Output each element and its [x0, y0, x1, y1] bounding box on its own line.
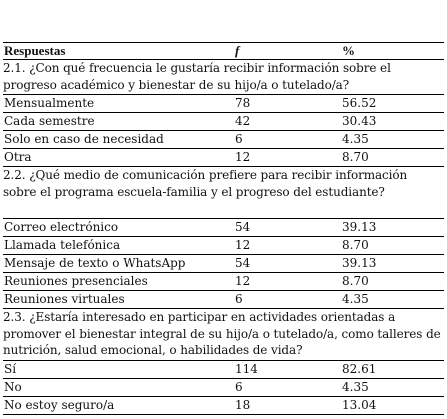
- row-percent: 4.35: [342, 380, 369, 394]
- table-row: [3, 95, 444, 113]
- row-label: Mensaje de texto o WhatsApp: [4, 256, 186, 270]
- header-respuestas: Respuestas: [4, 43, 66, 58]
- table-row: [3, 149, 444, 167]
- row-percent: 4.35: [342, 132, 369, 146]
- table-row: [3, 255, 444, 273]
- row-label: No estoy seguro/a: [4, 398, 115, 412]
- row-frequency: 18: [235, 398, 251, 412]
- table-row: [3, 237, 444, 255]
- question-2-3: 2.3. ¿Estaría interesado en participar en actividades orientadas a promover el bienestar integral de su hijo/a o tutelado/a, como talleres de nutrición, salud emocional, o habilidades de vida?: [3, 309, 444, 361]
- table-row: [3, 219, 444, 237]
- row-label: Otra: [4, 150, 32, 164]
- row-frequency: 6: [235, 292, 243, 306]
- row-label: No: [4, 380, 22, 394]
- row-percent: 8.70: [342, 274, 369, 288]
- row-label: Reuniones virtuales: [4, 292, 125, 306]
- row-label: Correo electrónico: [4, 220, 119, 234]
- table-row: [3, 273, 444, 291]
- row-frequency: 6: [235, 380, 243, 394]
- row-label: Reuniones presenciales: [4, 274, 148, 288]
- row-percent: 82.61: [342, 362, 377, 376]
- row-label: Solo en caso de necesidad: [4, 132, 164, 146]
- row-percent: 4.35: [342, 292, 369, 306]
- table-header-row: [3, 43, 444, 60]
- row-percent: 13.04: [342, 398, 377, 412]
- table-row: [3, 397, 444, 415]
- row-frequency: 12: [235, 274, 251, 288]
- question-2-2: 2.2. ¿Qué medio de comunicación prefiere para recibir información sobre el programa escuela-familia y el progreso del estudiante?: [3, 167, 444, 219]
- row-frequency: 42: [235, 114, 251, 128]
- table-row: [3, 291, 444, 309]
- row-label: Cada semestre: [4, 114, 95, 128]
- row-frequency: 114: [235, 362, 258, 376]
- row-percent: 39.13: [342, 220, 377, 234]
- table-row: [3, 379, 444, 397]
- row-percent: 56.52: [342, 96, 377, 110]
- row-percent: 8.70: [342, 150, 369, 164]
- survey-results-table: [3, 42, 444, 415]
- table-row: [3, 131, 444, 149]
- row-frequency: 12: [235, 150, 251, 164]
- table-row: [3, 361, 444, 379]
- header-percent: %: [342, 43, 355, 58]
- row-percent: 30.43: [342, 114, 377, 128]
- row-percent: 39.13: [342, 256, 377, 270]
- row-frequency: 6: [235, 132, 243, 146]
- row-frequency: 54: [235, 220, 251, 234]
- table-row: [3, 113, 444, 131]
- row-frequency: 54: [235, 256, 251, 270]
- question-2-1: 2.1. ¿Con qué frecuencia le gustaría recibir información sobre el progreso académico y bienestar de su hijo/a o tutelado/a?: [3, 60, 444, 95]
- row-label: Sí: [4, 362, 17, 376]
- row-percent: 8.70: [342, 238, 369, 252]
- header-frequency: f: [235, 43, 240, 58]
- row-label: Mensualmente: [4, 96, 95, 110]
- row-frequency: 78: [235, 96, 251, 110]
- row-label: Llamada telefónica: [4, 238, 121, 252]
- row-frequency: 12: [235, 238, 251, 252]
